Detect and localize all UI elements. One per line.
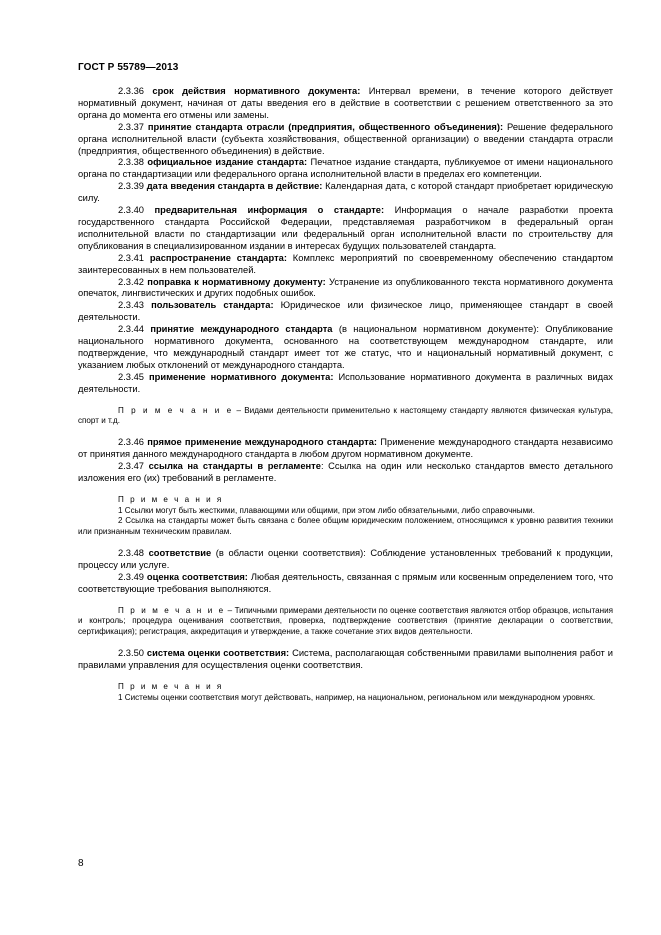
term-definition: Календарная дата, с которой стандарт приобретает юридическую силу.: [78, 181, 613, 204]
term-title: официальное издание стандарта:: [147, 157, 308, 168]
notes-heading: П р и м е ч а н и я: [118, 681, 224, 691]
term-definition: Печатное издание стандарта, публикуемое от имени национального органа по стандартизации или федерального органа исполнительной власти в пределах его компетенции.: [78, 157, 613, 180]
spacer: [78, 485, 613, 495]
note-item: 1 Системы оценки соответствия могут действовать, например, на национальном, региональном или международном уровнях.: [118, 692, 596, 702]
page-number: 8: [78, 858, 84, 869]
term-2-3-40: [78, 205, 613, 253]
spacer: [78, 427, 613, 437]
term-definition: (в области оценки соответствия): Соблюдение установленных требований к продукции, процессу или услуге.: [78, 547, 613, 570]
spacer: [78, 638, 613, 648]
term-number: 2.3.41: [118, 252, 144, 263]
term-title: поправка к нормативному документу:: [147, 276, 326, 287]
term-title: дата введения стандарта в действие:: [146, 181, 323, 192]
spacer: [78, 672, 613, 682]
term-number: 2.3.47: [118, 460, 144, 471]
term-2-3-36: [78, 86, 613, 122]
document-body: [78, 86, 613, 703]
term-definition: Устранение из опубликованного текста нормативного документа опечаток, лингвистических и других подобных ошибок.: [78, 276, 613, 299]
term-definition: Система, располагающая собственными правилами выполнения работ и правилами управления для осуществления оценки соответствия.: [78, 647, 613, 670]
term-number: 2.3.46: [118, 437, 144, 448]
term-title: применение нормативного документа:: [148, 371, 334, 382]
term-definition: : Ссылка на один или несколько стандартов вместо детального изложения его (их) требований в регламенте.: [78, 460, 613, 483]
term-definition: Любая деятельность, связанная с прямым или косвенным определением того, что соответствующие требования выполняются.: [78, 571, 614, 594]
term-definition: Комплекс мероприятий по своевременному обеспечению стандартом заинтересованных в нем пользователей.: [78, 252, 613, 275]
term-2-3-39: [78, 181, 613, 205]
term-title: пользователь стандарта:: [151, 300, 274, 311]
term-2-3-41: [78, 253, 613, 277]
term-title: распространение стандарта:: [149, 252, 287, 263]
term-number: 2.3.37: [118, 121, 144, 132]
term-definition: Использование нормативного документа в различных видах деятельности.: [78, 371, 613, 394]
spacer: [78, 396, 613, 406]
note-label: П р и м е ч а н и е: [118, 605, 226, 615]
term-number: 2.3.50: [118, 647, 144, 658]
term-2-3-42: [78, 277, 613, 301]
term-2-3-48: [78, 548, 613, 572]
note-text: – Типичными примерами деятельности по оценке соответствия являются отбор образцов, испытания и контроль; процедура оценивания соответствия, проверка, подтверждение соответствия (принятие декларации о соответствии, сертификация); регистрация, аккредитация и утверждение, а также сочетание этих видов деятельности.: [78, 605, 613, 637]
term-title: прямое применение международного стандарта:: [147, 437, 378, 448]
term-definition: (в национальном нормативном документе): Опубликование национального нормативного документа, основанного на соответствующем международном стандарте, или подтверждение, что международный стандарт имеет тот же статус, что и национальный нормативный документ, с указанием любых отклонений от международного стандарта.: [78, 324, 613, 370]
note-2-3-45: [78, 406, 613, 428]
term-title: оценка соответствия:: [146, 571, 248, 582]
spacer: [78, 538, 613, 548]
term-2-3-46: [78, 437, 613, 461]
term-definition: Юридическое или физическое лицо, применяющее стандарт в своей деятельности.: [78, 300, 613, 323]
note-item: 2 Ссылка на стандарты может быть связана с более общим юридическим положением, относящимся к уровню развития техники или признанным техническим правилам.: [78, 516, 613, 537]
term-title: принятие стандарта отрасли (предприятия, общественного объединения):: [147, 121, 504, 132]
term-definition: Применение международного стандарта независимо от принятия данного международного стандарта в любом другом нормативном документе.: [78, 437, 613, 460]
term-2-3-44: [78, 324, 613, 372]
term-2-3-45: [78, 372, 613, 396]
term-definition: Информация о начале разработки проекта государственного стандарта Российской Федерации, представляемая разработчиком в федеральный орган исполнительной власти по стандартизации или федеральный орган исполнительной власти по строительству для опубликования в специализированном издании в интересах будущих пользователей стандарта.: [78, 205, 613, 251]
term-number: 2.3.45: [118, 371, 144, 382]
term-title: ссылка на стандарты в регламенте: [148, 460, 321, 471]
term-number: 2.3.36: [118, 86, 144, 96]
term-2-3-49: [78, 572, 613, 596]
term-2-3-38: [78, 157, 613, 181]
term-number: 2.3.48: [118, 547, 144, 558]
term-number: 2.3.39: [118, 181, 144, 192]
spacer: [78, 596, 613, 606]
term-definition: Решение федерального органа исполнительной власти (субъекта хозяйствования, общественной организации) о введении стандарта отрасли (предприятия, общественного объединения) в действие.: [78, 121, 613, 156]
term-2-3-50: [78, 648, 613, 672]
notes-heading: П р и м е ч а н и я: [118, 494, 224, 504]
term-number: 2.3.42: [118, 276, 144, 287]
term-2-3-37: [78, 122, 613, 158]
note-label: П р и м е ч а н и е: [118, 405, 234, 415]
term-number: 2.3.49: [118, 571, 144, 582]
note-item: 1 Ссылки могут быть жесткими, плавающими или общими, при этом либо обязательными, либо справочными.: [118, 505, 535, 515]
note-text: – Видами деятельности применительно к настоящему стандарту являются физическая культура, спорт и т.д.: [78, 405, 614, 426]
term-number: 2.3.38: [118, 157, 144, 168]
term-title: система оценки соответствия:: [146, 647, 290, 658]
document-code-header: ГОСТ Р 55789—2013: [78, 62, 179, 73]
term-title: предварительная информация о стандарте:: [154, 205, 385, 216]
term-definition: Интервал времени, в течение которого действует нормативный документ, начиная от даты введения его в действие в соответствии с решением ответственного за это органа до момента его отмены или замены.: [78, 86, 613, 120]
term-number: 2.3.40: [118, 205, 144, 216]
note-2-3-49: [78, 606, 613, 638]
term-title: соответствие: [148, 547, 212, 558]
term-number: 2.3.44: [118, 324, 144, 335]
term-2-3-43: [78, 300, 613, 324]
term-title: срок действия нормативного документа:: [152, 86, 361, 96]
term-number: 2.3.43: [118, 300, 144, 311]
term-2-3-47: [78, 461, 613, 485]
term-title: принятие международного стандарта: [150, 324, 333, 335]
